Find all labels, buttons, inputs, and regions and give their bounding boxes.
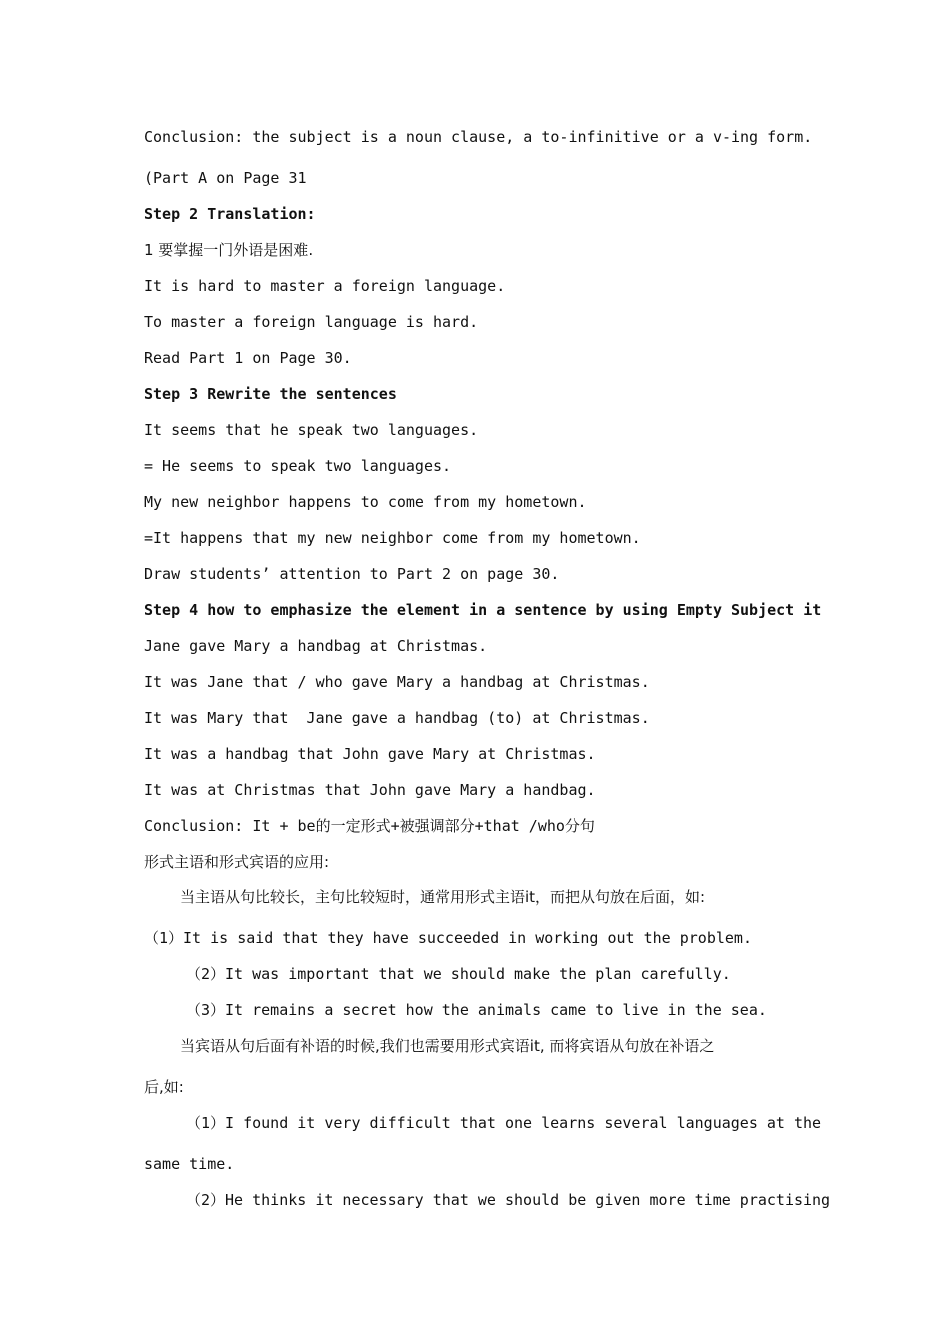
step4-line: It was a handbag that John gave Mary at Christmas. — [144, 745, 596, 763]
step2-chinese-item: 1 要掌握一门外语是困难. — [144, 241, 314, 259]
step4-conclusion: Conclusion: It + be的一定形式+被强调部分+that /who分句 — [144, 817, 595, 835]
formal-object-example-2: （2）He thinks it necessary that we should be given more time practising — [186, 1191, 831, 1209]
step4-line: It was at Christmas that John gave Mary a handbag. — [144, 781, 596, 799]
formal-subject-example: （3）It remains a secret how the animals came to live in the sea. — [186, 1001, 767, 1019]
formal-subject-intro: 当主语从句比较长，主句比较短时，通常用形式主语it，而把从句放在后面，如: — [180, 888, 706, 906]
step4-line: It was Jane that / who gave Mary a handbag at Christmas. — [144, 673, 650, 691]
formal-subject-object-title: 形式主语和形式宾语的应用: — [144, 853, 330, 871]
step3-line: My new neighbor happens to come from my hometown. — [144, 493, 587, 511]
formal-subject-example: （1）It is said that they have succeeded in working out the problem. — [144, 929, 752, 947]
step3-heading: Step 3 Rewrite the sentences — [144, 385, 397, 403]
formal-object-intro-continued: 后,如: — [144, 1078, 184, 1096]
step3-line: Draw students’ attention to Part 2 on page 30. — [144, 565, 560, 583]
step2-heading: Step 2 Translation: — [144, 205, 316, 223]
step4-heading: Step 4 how to emphasize the element in a sentence by using Empty Subject it — [144, 601, 822, 619]
formal-object-intro: 当宾语从句后面有补语的时候,我们也需要用形式宾语it, 而将宾语从句放在补语之 — [180, 1037, 715, 1055]
step3-line: It seems that he speak two languages. — [144, 421, 479, 439]
step4-line: It was Mary that Jane gave a handbag (to) at Christmas. — [144, 709, 650, 727]
step2-sentence-1: It is hard to master a foreign language. — [144, 277, 506, 295]
part-a-reference: (Part A on Page 31 — [144, 169, 307, 187]
step2-read-note: Read Part 1 on Page 30. — [144, 349, 352, 367]
step2-sentence-2: To master a foreign language is hard. — [144, 313, 479, 331]
formal-object-example-1-continued: same time. — [144, 1155, 235, 1173]
conclusion-subject-types: Conclusion: the subject is a noun clause, a to-infinitive or a v-ing form. — [144, 128, 813, 146]
step4-line: Jane gave Mary a handbag at Christmas. — [144, 637, 488, 655]
formal-object-example-1: （1）I found it very difficult that one learns several languages at the — [186, 1114, 822, 1132]
step3-line: =It happens that my new neighbor come from my hometown. — [144, 529, 641, 547]
formal-subject-example: （2）It was important that we should make the plan carefully. — [186, 965, 731, 983]
step3-line: = He seems to speak two languages. — [144, 457, 452, 475]
